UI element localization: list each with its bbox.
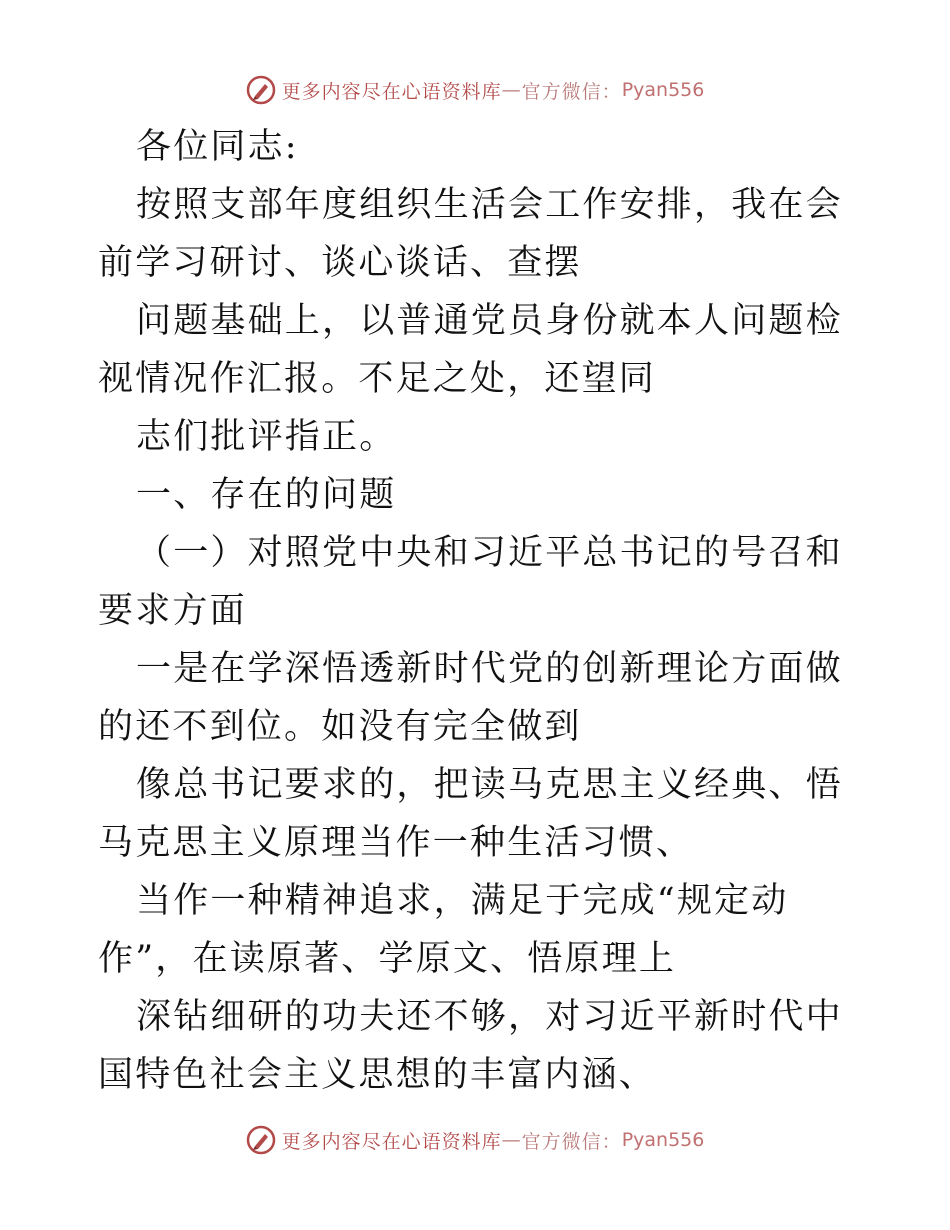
watermark-dash: — (501, 1129, 522, 1151)
paragraph: 问题基础上，以普通党员身份就本人问题检视情况作汇报。不足之处，还望同 (98, 301, 843, 399)
paragraph: 志们批评指正。 (136, 417, 397, 457)
document-body (98, 118, 858, 1104)
paragraph: 像总书记要求的，把读马克思主义经典、悟马克思主义原理当作一种生活习惯、 (98, 765, 843, 863)
watermark-wechat-id: Pyan556 (621, 1129, 705, 1151)
subsection-heading: （一）对照党中央和习近平总书记的号召和要求方面 (98, 533, 843, 631)
paragraph: 当作一种精神追求，满足于完成“规定动作”，在读原著、学原文、悟原理上 (98, 881, 789, 979)
pen-logo-icon (246, 1125, 276, 1155)
section-heading: 一、存在的问题 (136, 475, 397, 515)
footer-watermark (0, 1120, 950, 1160)
watermark-text: 更多内容尽在心语资料库 (281, 1130, 502, 1153)
pen-logo-icon (246, 75, 276, 105)
watermark-dash: — (501, 79, 522, 101)
watermark-text: 更多内容尽在心语资料库 (281, 80, 502, 103)
paragraph: 按照支部年度组织生活会工作安排，我在会前学习研讨、谈心谈话、查摆 (98, 185, 843, 283)
watermark-wechat-label: 官方微信： (521, 80, 622, 103)
watermark-wechat-id: Pyan556 (621, 79, 705, 101)
paragraph: 一是在学深悟透新时代党的创新理论方面做的还不到位。如没有完全做到 (98, 649, 843, 747)
header-watermark (0, 70, 950, 110)
paragraph-greeting: 各位同志: (136, 127, 299, 167)
paragraph: 深钻细研的功夫还不够，对习近平新时代中国特色社会主义思想的丰富内涵、 (98, 997, 843, 1095)
watermark-wechat-label: 官方微信： (521, 1130, 622, 1153)
